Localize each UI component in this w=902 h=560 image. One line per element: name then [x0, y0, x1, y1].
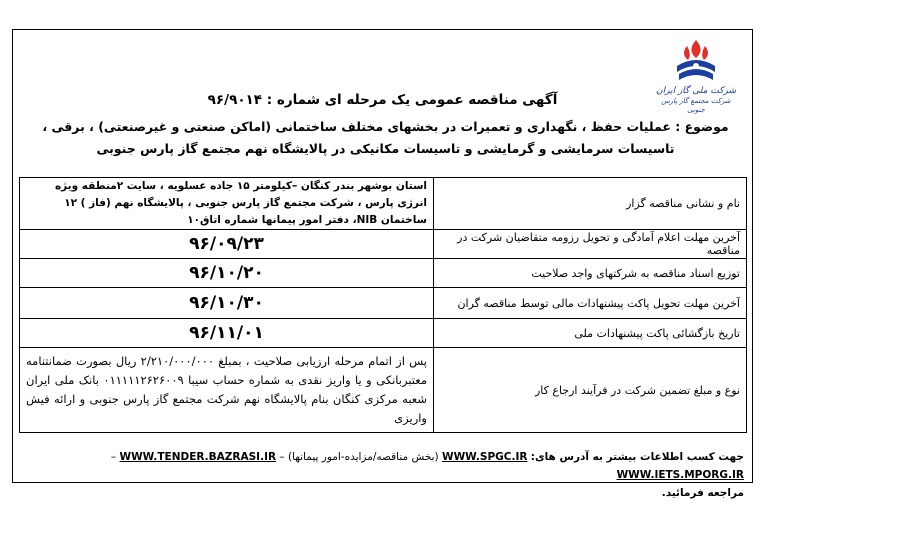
table-row	[20, 259, 747, 288]
table-row	[20, 178, 747, 230]
tender-info-table	[19, 177, 747, 433]
footer-dash: –	[279, 451, 285, 463]
link-spgc[interactable]: WWW.SPGC.IR	[442, 451, 528, 463]
table-row	[20, 319, 747, 348]
row-label: نوع و مبلغ تضمین شرکت در فرآیند ارجاع کار	[434, 348, 747, 433]
row-label: نام و نشانی مناقصه گزار	[434, 178, 747, 230]
row-label: آخرین مهلت تحویل پاکت پیشنهادات مالی توسط مناقصه گران	[434, 288, 747, 319]
table-row	[20, 230, 747, 259]
gas-company-emblem-icon	[669, 36, 723, 86]
row-label: توزیع اسناد مناقصه به شرکتهای واجد صلاحیت	[434, 259, 747, 288]
footer-intro: جهت کسب اطلاعات بیشتر به آدرس های:	[530, 451, 744, 463]
row-date: ۹۶/۱۱/۰۱	[20, 319, 434, 348]
row-label: تاریخ بازگشائی پاکت پیشنهادات ملی	[434, 319, 747, 348]
footer-paren: (بخش مناقصه/مزایده-امور پیمانها)	[288, 451, 439, 463]
footer-closing: مراجعه فرمائید.	[661, 487, 744, 499]
notice-subject: موضوع : عملیات حفظ ، نگهداری و تعمیرات در بخشهای مختلف ساختمانی (اماکن صنعتی و غیرصنعتی) ، برقی ، تاسیسات سرمایشی و گرمایشی و تاسیسات مکانیکی در پالایشگاه نهم مجتمع گاز پارس جنوبی	[42, 119, 729, 156]
link-tender-bazrasi[interactable]: WWW.TENDER.BAZRASI.IR	[119, 451, 277, 463]
row-value: استان بوشهر بندر کنگان –کیلومتر ۱۵ جاده عسلویه ، سایت ۲منطقه ویژه انرژی پارس ، شرکت مجتمع گاز پارس جنوبی ، پالایشگاه نهم (فاز ) ۱۲ ساختمان NIB، دفتر امور پیمانها شماره اتاق۱۰	[20, 178, 434, 230]
table-row	[20, 348, 747, 433]
notice-frame	[12, 29, 753, 499]
logo-company-line2: شرکت مجتمع گاز پارس جنوبی	[661, 97, 731, 114]
table-row	[20, 288, 747, 319]
row-date: ۹۶/۱۰/۲۰	[20, 259, 434, 288]
row-date: ۹۶/۰۹/۲۳	[20, 230, 434, 259]
link-iets-mporg[interactable]: WWW.IETS.MPORG.IR	[616, 469, 744, 481]
logo-company-line1: شرکت ملی گاز ایران	[656, 86, 736, 96]
company-logo	[656, 36, 736, 126]
footer-dash: –	[110, 451, 117, 463]
row-date: ۹۶/۱۰/۳۰	[20, 288, 434, 319]
row-label: آخرین مهلت اعلام آمادگی و تحویل رزومه متقاضیان شرکت در مناقصه	[434, 230, 747, 259]
row-value: پس از اتمام مرحله ارزیابی صلاحیت ، بمبلغ ۲/۲۱۰/۰۰۰/۰۰۰ ریال بصورت ضمانتنامه معتبربانکی و یا واریز نقدی به شماره حساب سیبا ۰۱۱۱۱۱۲۶۲۶۰۰۹ بانک ملی ایران شعبه مرکزی کنگان بنام پالایشگاه نهم شرکت مجتمع گاز پارس جنوبی و ارائه فیش واریزی	[20, 348, 434, 433]
footer-contact	[25, 448, 744, 502]
notice-title: آگهی مناقصه عمومی یک مرحله ای شماره : ۹۶/۹۰۱۴	[207, 92, 558, 108]
